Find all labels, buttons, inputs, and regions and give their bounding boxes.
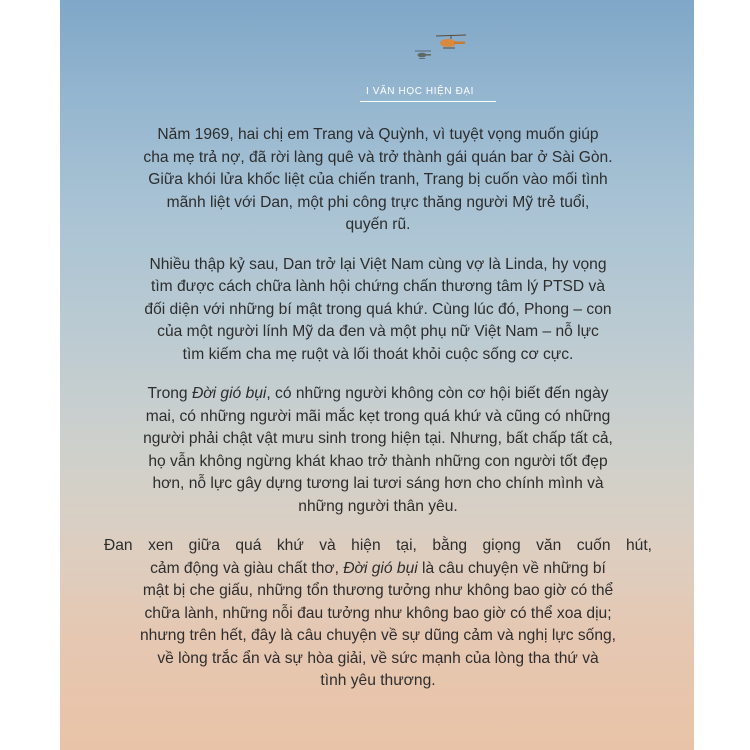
text-line <box>104 124 652 147</box>
text-run: Nhiều thập kỷ sau, Dan trở lại Việt Nam cùng vợ là Linda, hy vọng <box>149 255 607 273</box>
text-line <box>104 147 652 170</box>
text-run: quyến rũ. <box>345 216 411 233</box>
text-run: hơn, nỗ lực gây dựng tương lai tươi sáng hơn cho chính mình và <box>152 475 604 492</box>
text-run: Năm 1969, hai chị em Trang và Quỳnh, vì tuyệt vọng muốn giúp <box>157 126 599 143</box>
divider <box>360 101 496 102</box>
text-run: tình yêu thương. <box>320 672 436 689</box>
synopsis-text <box>104 124 652 710</box>
text-line <box>104 299 652 322</box>
text-run: họ vẫn không ngừng khát khao trở thành những con người tốt đẹp <box>148 452 608 470</box>
text-line <box>104 535 652 558</box>
paragraph <box>104 383 652 518</box>
text-line <box>104 344 652 367</box>
book-back-cover <box>60 0 694 750</box>
text-line <box>104 192 652 215</box>
text-line <box>104 603 652 626</box>
text-run: đối diện với những bí mật trong quá khứ. Cùng lúc đó, Phong – con <box>144 300 612 318</box>
text-line <box>104 214 652 237</box>
text-run: người phải chật vật mưu sinh trong hiện tại. Nhưng, bất chấp tất cả, <box>143 430 613 447</box>
text-line <box>104 428 652 451</box>
text-line <box>104 670 652 693</box>
text-run: nhưng trên hết, đây là câu chuyện về sự dũng cảm và nghị lực sống, <box>139 627 617 644</box>
paragraph <box>104 124 652 237</box>
text-line <box>104 406 652 429</box>
text-run: , có những người không còn cơ hội biết đến ngày <box>266 385 609 402</box>
text-run: mật bị che giấu, những tổn thương tưởng như không bao giờ có thể <box>142 582 614 599</box>
book-title: Đời gió bụi <box>343 559 418 577</box>
text-run: Trong <box>147 385 192 402</box>
text-run: những người thân yêu. <box>298 497 458 515</box>
paragraph <box>104 254 652 367</box>
helicopter-icon <box>414 50 432 60</box>
text-line <box>104 648 652 671</box>
text-run: mai, có những người mãi mắc kẹt trong quá khứ và cũng có những <box>145 407 611 425</box>
text-run: của một người lính Mỹ da đen và một phụ nữ Việt Nam – nỗ lực <box>157 323 599 340</box>
text-line <box>104 451 652 474</box>
text-line <box>104 321 652 344</box>
text-line <box>104 473 652 496</box>
text-line <box>104 625 652 648</box>
text-line <box>104 558 652 581</box>
book-title: Đời gió bụi <box>191 385 267 402</box>
text-line <box>104 383 652 406</box>
text-run: mãnh liệt với Dan, một phi công trực thăng người Mỹ trẻ tuổi, <box>166 193 590 211</box>
text-run: cảm động và giàu chất thơ, <box>150 559 344 577</box>
text-line <box>104 496 652 519</box>
text-run: Đan xen giữa quá khứ và hiện tại, bằng giọng văn cuốn hút, <box>104 537 652 554</box>
text-run: là câu chuyện về những bí <box>417 559 606 577</box>
helicopter-icon <box>434 34 468 52</box>
text-run: tìm được cách chữa lành hội chứng chấn thương tâm lý PTSD và <box>151 278 605 295</box>
text-run: cha mẹ trả nợ, đã rời làng quê và trở thành gái quán bar ở Sài Gòn. <box>143 148 613 166</box>
text-run: chữa lành, những nỗi đau tưởng như không bao giờ có thể xoa dịu; <box>144 604 612 622</box>
paragraph <box>104 535 652 693</box>
text-line <box>104 580 652 603</box>
text-run: tìm kiếm cha mẹ ruột và lối thoát khỏi cuộc sống cơ cực. <box>182 345 574 363</box>
text-run: Giữa khói lửa khốc liệt của chiến tranh, Trang bị cuốn vào mối tình <box>148 171 608 188</box>
text-line <box>104 169 652 192</box>
text-line <box>104 276 652 299</box>
text-run: về lòng trắc ẩn và sự hòa giải, về sức mạnh của lòng tha thứ và <box>157 649 599 667</box>
category-label: I VĂN HỌC HIỆN ĐẠI <box>366 86 475 97</box>
text-line <box>104 254 652 277</box>
